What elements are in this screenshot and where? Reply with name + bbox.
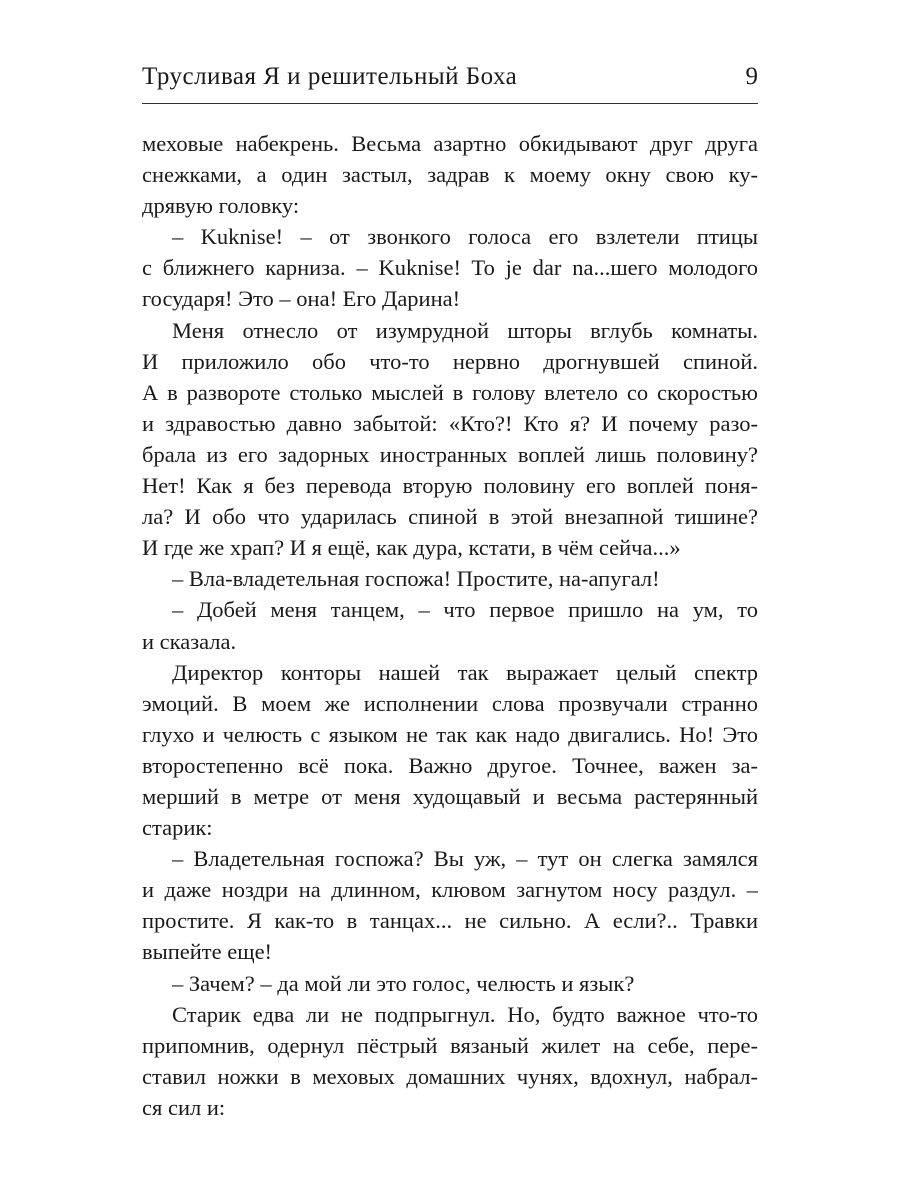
text-line: и сказала.	[142, 628, 237, 654]
text-line: с ближнего карниза. – Kuknise! To je dar na...шего молодого	[142, 255, 758, 281]
text-line: А в развороте столько мыслей в голову влетело со скоростью	[142, 379, 758, 405]
text-line: И где же храп? И я ещё, как дура, кстати, в чём сейча...»	[142, 535, 681, 561]
text-line: эмоций. В моем же исполнении слова прозвучали странно	[142, 690, 758, 716]
text-line: ставил ножки в меховых домашних чунях, вдохнул, набрал-	[142, 1063, 758, 1089]
text-line: ла? И обо что ударилась спиной в этой внезапной тишине?	[142, 504, 758, 530]
text-line: второстепенно всё пока. Важно другое. Точнее, важен за-	[142, 752, 758, 778]
text-line: брала из его задорных иностранных воплей лишь половину?	[142, 441, 758, 467]
text-line: простите. Я как-то в танцах... не сильно. А если?.. Травки	[142, 908, 758, 934]
text-line: старик:	[142, 815, 213, 841]
page-number: 9	[745, 63, 758, 90]
text-line: снежками, а один застыл, задрав к моему окну свою ку-	[142, 162, 758, 188]
text-line: и здравостью давно забытой: «Кто?! Кто я? И почему разо-	[142, 410, 758, 436]
header-rule	[142, 103, 758, 104]
text-line: глухо и челюсть с языком не так как надо двигались. Но! Это	[142, 721, 758, 747]
text-line: ся сил и:	[142, 1094, 226, 1120]
text-line: выпейте еще!	[142, 939, 273, 965]
text-line: – Добей меня танцем, – что первое пришло на ум, то	[172, 597, 758, 623]
text-line: И приложило обо что-то нервно дрогнувшей спиной.	[142, 348, 758, 374]
text-line: и даже ноздри на длинном, клювом загнутом носу раздул. –	[142, 877, 758, 903]
text-line: – Зачем? – да мой ли это голос, челюсть и язык?	[172, 970, 635, 996]
text-line: Нет! Как я без перевода вторую половину его воплей поня-	[142, 473, 758, 499]
text-line: – Вла-владетельная госпожа! Простите, на-апугал!	[172, 566, 660, 592]
text-line: государя! Это – она! Его Дарина!	[142, 286, 461, 312]
text-line: припомнив, одернул пёстрый вязаный жилет на себе, пере-	[142, 1032, 758, 1058]
body-text	[142, 128, 758, 1123]
text-line: Старик едва ли не подпрыгнул. Но, будто важное что-то	[172, 1001, 758, 1027]
text-line: меховые набекрень. Весьма азартно обкидывают друг друга	[142, 131, 758, 156]
text-line: Меня отнесло от изумрудной шторы вглубь комнаты.	[172, 317, 758, 343]
running-title: Трусливая Я и решительный Боха	[142, 63, 518, 90]
text-line: – Kuknise! – от звонкого голоса его взлетели птицы	[172, 224, 758, 250]
text-line: – Владетельная госпожа? Вы уж, – тут он слегка замялся	[172, 846, 758, 872]
text-line: дрявую головку:	[142, 193, 300, 219]
text-line: Директор конторы нашей так выражает целый спектр	[172, 659, 758, 685]
text-line: мерший в метре от меня худощавый и весьма растерянный	[142, 783, 758, 809]
